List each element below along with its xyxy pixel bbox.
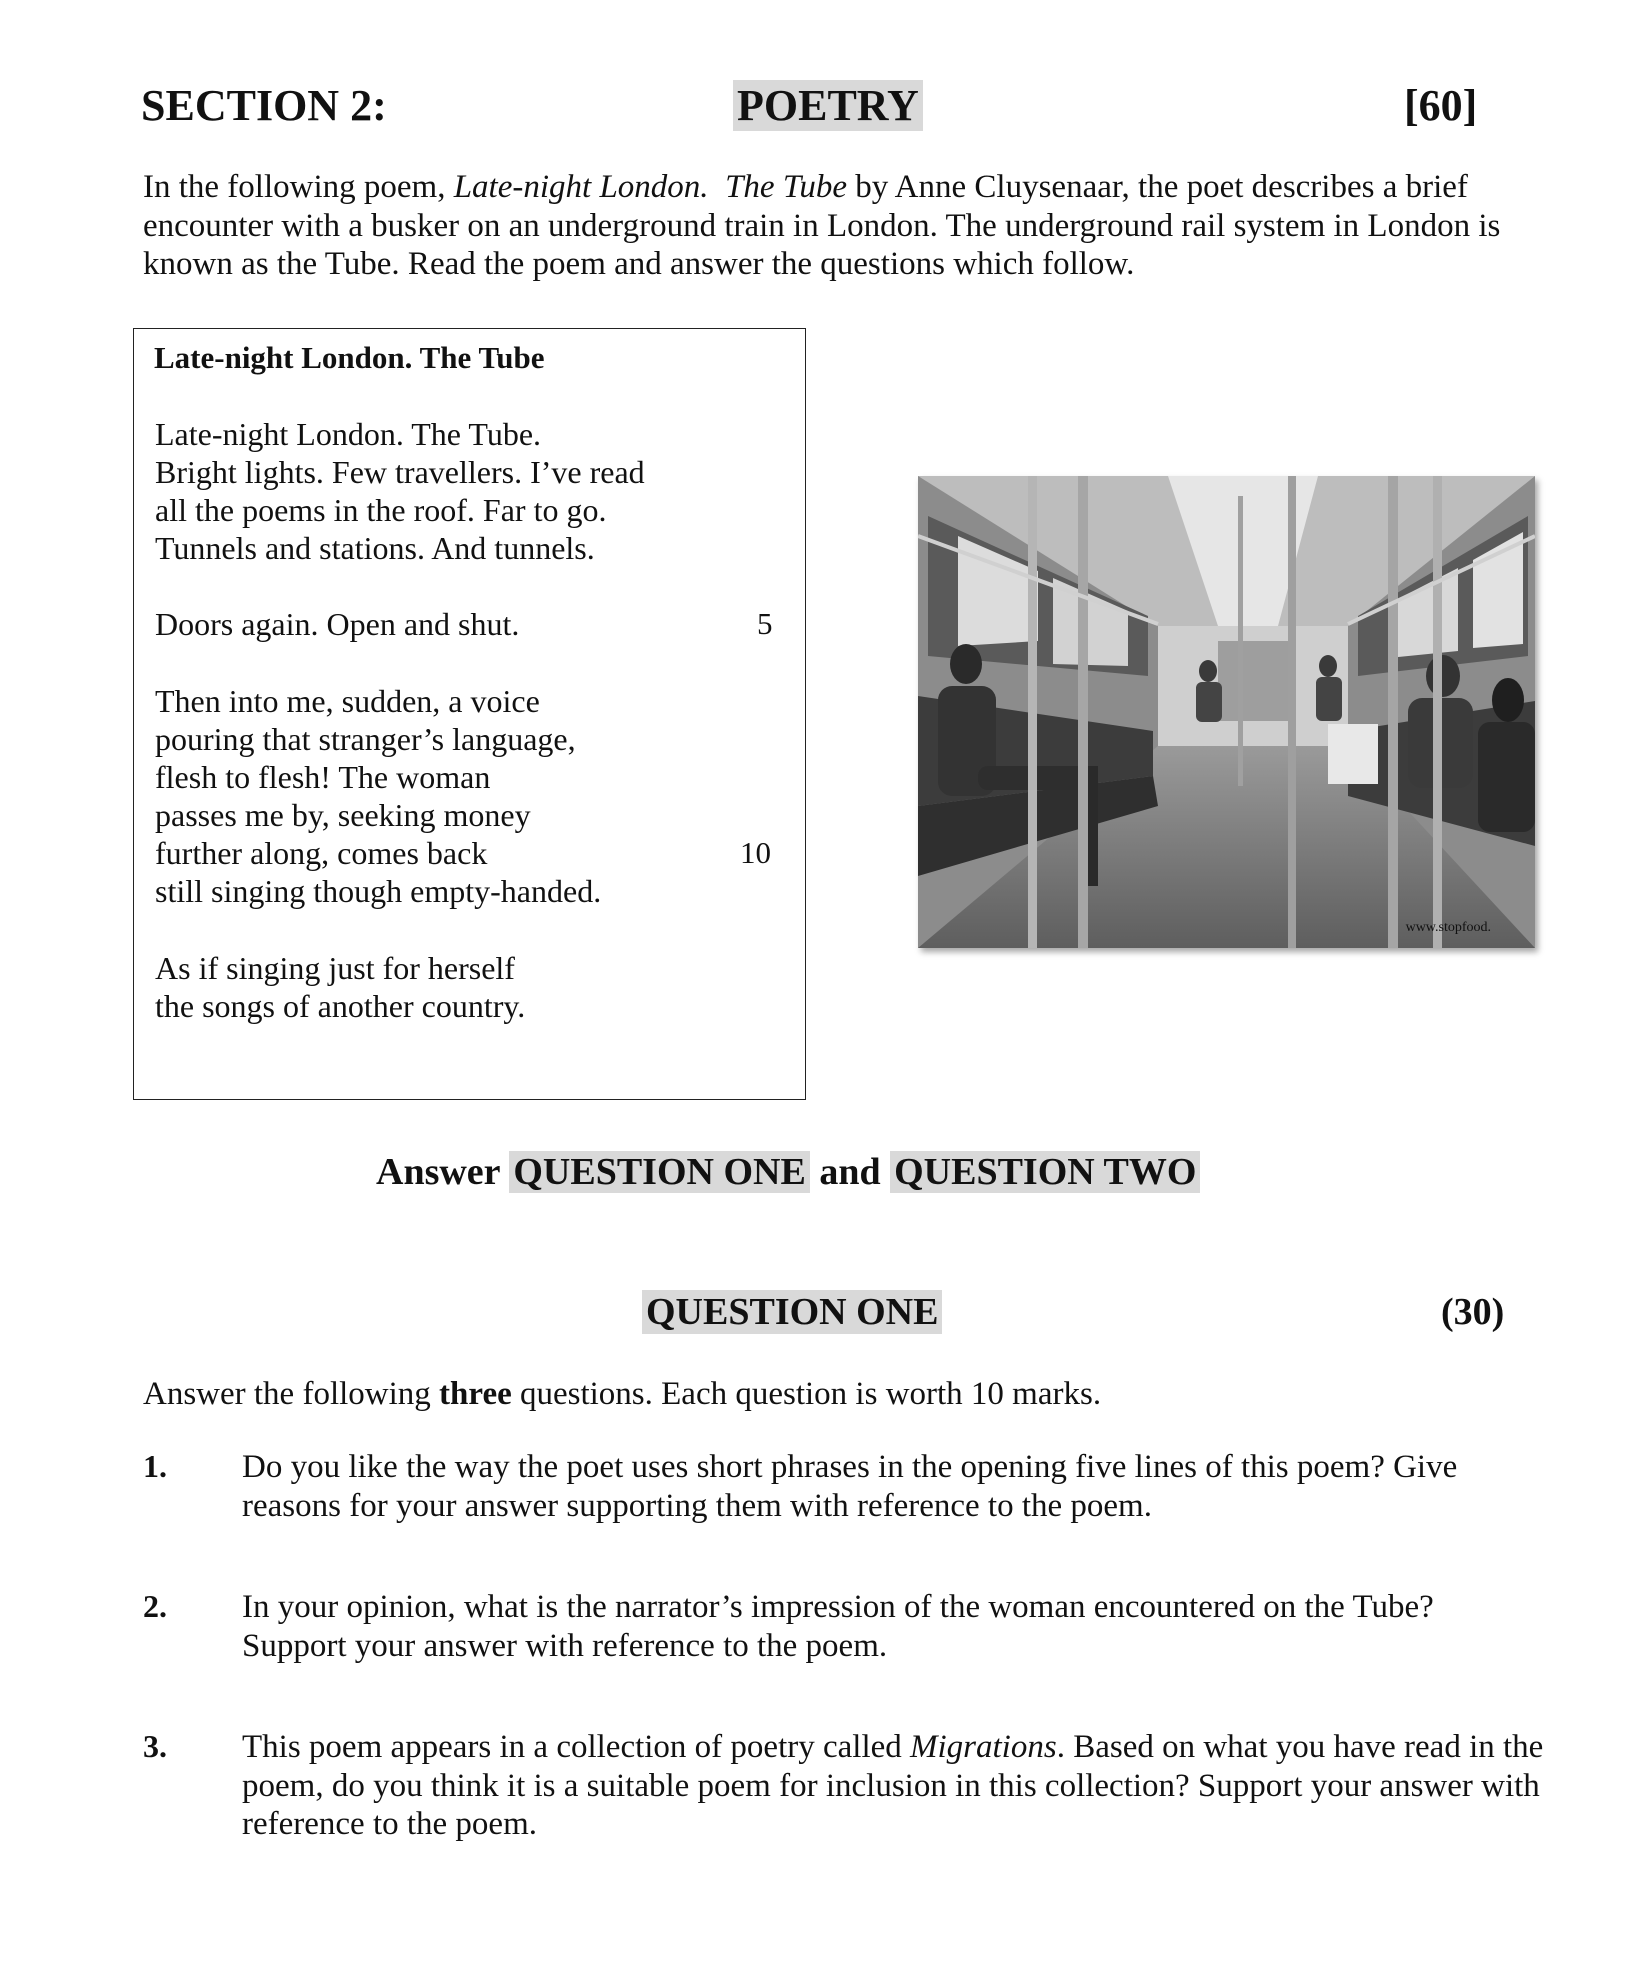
- question-text: This poem appears in a collection of poetry called Migrations. Based on what you have read in the poem, do you think it is a suitable poem for inclusion in this collection? Support your answer with reference to the poem.: [242, 1729, 1544, 1842]
- question-number: 2.: [143, 1588, 167, 1624]
- poem-line: Late-night London. The Tube.: [155, 416, 542, 452]
- intro-poem-title-2: The Tube: [725, 169, 847, 205]
- answer-q1-label: QUESTION ONE: [509, 1151, 809, 1193]
- question-text: In your opinion, what is the narrator’s impression of the woman encountered on the Tube? Support your answer with reference to the poem.: [242, 1589, 1434, 1664]
- poem-line: Doors again. Open and shut.: [155, 606, 520, 642]
- question-number: 3.: [143, 1728, 167, 1764]
- question-text: Do you like the way the poet uses short phrases in the opening five lines of this poem? Give reasons for your answer supporting them with reference to the poem.: [242, 1449, 1458, 1524]
- photo-credit: www.stopfood.: [1405, 920, 1491, 935]
- section-label: SECTION 2:: [141, 81, 387, 130]
- poem-line: all the poems in the roof. Far to go.: [155, 492, 607, 528]
- poem-line: Tunnels and stations. And tunnels.: [155, 530, 595, 566]
- question-one-title: QUESTION ONE: [642, 1290, 942, 1334]
- question-one-marks: (30): [1441, 1291, 1505, 1333]
- poem-line: still singing though empty-handed.: [155, 873, 602, 909]
- poem-line: the songs of another country.: [155, 988, 526, 1024]
- intro-paragraph: In the following poem, Late-night London. The Tube by Anne Cluysenaar, the poet describes a brief encounter with a busker on an underground train in London. The underground rail system in London is known as the Tube. Read the poem and answer the questions which follow.: [143, 169, 1501, 282]
- section-marks: [60]: [1404, 81, 1478, 130]
- answer-instruction: Answer QUESTION ONE and QUESTION TWO: [376, 1150, 1200, 1194]
- tube-carriage-illustration: [918, 476, 1535, 948]
- poem-line: Then into me, sudden, a voice: [155, 683, 540, 719]
- answer-q2-label: QUESTION TWO: [890, 1151, 1200, 1193]
- poem-line: further along, comes back: [155, 835, 488, 871]
- question-number: 1.: [143, 1448, 167, 1484]
- poem-line: passes me by, seeking money: [155, 797, 531, 833]
- line-number: 10: [740, 835, 771, 870]
- poem-line: pouring that stranger’s language,: [155, 721, 576, 757]
- line-number: 5: [757, 606, 773, 641]
- question-instruction: Answer the following three questions. Each question is worth 10 marks.: [143, 1376, 1102, 1412]
- tube-carriage-photo: [918, 476, 1535, 948]
- intro-poem-title-1: Late-night London.: [453, 169, 709, 205]
- poem-line: Bright lights. Few travellers. I’ve read: [155, 454, 645, 490]
- poem-line: As if singing just for herself: [155, 950, 515, 986]
- section-title: POETRY: [733, 80, 923, 131]
- poem-title: Late-night London. The Tube: [154, 340, 545, 375]
- poem-line: flesh to flesh! The woman: [155, 759, 491, 795]
